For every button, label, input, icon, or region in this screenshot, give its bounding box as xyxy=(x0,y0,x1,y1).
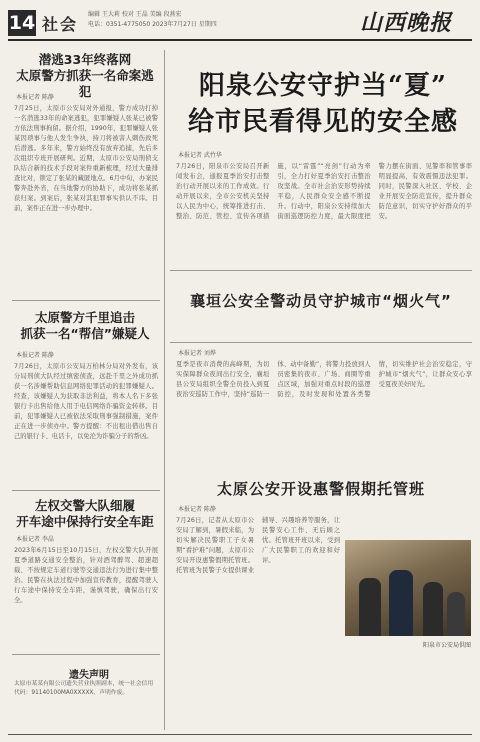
photo-figure xyxy=(359,578,381,636)
article-5-byline: 本报记者 刘烨 xyxy=(178,350,216,357)
article-5-title: 襄垣公安全警动员守护城市“烟火气” xyxy=(190,292,452,310)
section-divider xyxy=(170,342,472,343)
article-2-byline: 本报记者 陈静 xyxy=(16,352,54,359)
article-5-body: 夏季是夜市消费的高峰期，为切实保障群众夜间出行安全，襄垣县公安局组织全警全员投入到夏夜治安巡防工作中，坚持“巡防一体、动中备勤”，将警力投放到人员密集的夜市、广场、商圈等重点区域，加强对重点时段的巡逻防控，及时发现和处置各类警情，切实维护社会治安稳定，守护城市“烟火气”，让群众安心享受夏夜美好时光。 xyxy=(176,361,472,398)
header-rule xyxy=(8,39,472,41)
section-name: 社会 xyxy=(42,15,79,34)
article-3-body: 2023年6月15日至10月15日，左权交警大队开展夏季道路交通安全整治，针对酒驾醉驾、超速超载、不按规定车道行驶等交通违法行为进行集中整治。民警在执法过程中加强宣传教育，提醒驾驶人行车途中保持安全车距，谨慎驾驶，确保出行安全。 xyxy=(14,547,158,604)
article-1-title: 潜逃33年终落网 太原警方抓获一名命案逃犯 xyxy=(16,52,154,99)
photo-figure xyxy=(423,582,443,636)
section-divider xyxy=(12,490,160,491)
editor-line: 编辑 王大莉 校对 王晶 美编 段燕宏 xyxy=(88,11,182,18)
article-6-body: 7月26日，记者从太原市公安局了解到，暑假来临，为切实解决民警职工子女暑期“看护难”问题，太原市公安局开设惠警假期托管班。托管班为民警子女提供课业辅导、兴趣培养等服务，让民警安心工作、无后顾之忧。托管班开班以来，受到广大民警职工的欢迎和好评。 xyxy=(176,517,340,574)
photo-figure xyxy=(447,592,465,636)
section-divider xyxy=(12,654,160,655)
article-2-title: 太原警方千里追击 抓获一名“帮信”嫌疑人 xyxy=(20,310,150,341)
photo-caption: 阳泉市公安局供图 xyxy=(422,642,471,649)
contact-line: 电话：0351-4775050 2023年7月27日 星期四 xyxy=(88,21,217,28)
article-3-title: 左权交警大队细履 开车途中保持行安全车距 xyxy=(16,498,154,529)
article-1-byline: 本报记者 陈静 xyxy=(16,94,54,101)
notice-text: 太原市某某有限公司遗失营业执照副本，统一社会信用代码：91140100MA0XXXXX，声明作废。 xyxy=(14,681,154,696)
newspaper-brand: 山西晚报 xyxy=(360,10,453,36)
column-divider xyxy=(164,50,165,730)
page-header xyxy=(0,0,480,44)
photo-figure xyxy=(389,570,413,636)
main-headline: 阳泉公安守护当“夏” 给市民看得见的安全感 xyxy=(187,71,458,137)
section-divider xyxy=(12,300,160,301)
news-photo xyxy=(345,540,471,636)
article-4-byline: 本报记者 武竹华 xyxy=(178,152,222,159)
article-2-body: 7月26日，太原市公安局万柏林分局对外发布，该分局刑侦大队经过缜密侦查，远赴千里之外成功抓获一名涉嫌帮助信息网络犯罪活动的犯罪嫌疑人。经查，该嫌疑人为获取非法利益，将本人名下多张银行卡出售给他人用于电信网络诈骗资金转移。目前，犯罪嫌疑人已被依法采取刑事强制措施，案件正在进一步侦办中。警方提醒：不出租出借出售自己的银行卡、电话卡，以免沦为诈骗分子的帮凶。 xyxy=(14,363,158,440)
footer-rule xyxy=(8,734,472,735)
article-4-body: 7月26日，阳泉市公安局召开新闻发布会，通报夏季治安打击整治行动开展以来的工作成效。行动开展以来，全市公安机关坚持以人民为中心，统筹推进打击、整治、防范、管控、宣传各项措施，以“雷霆”“亮剑”行动为牵引，全力打好夏季治安打击整治攻坚战。全市社会治安形势持续平稳，人民群众安全感不断提升。行动中，阳泉公安持续加大街面巡逻防控力度，最大限度把警力摆在街面、见警率和管事率明显提高，有效震慑违法犯罪。同时，民警深入社区、学校、企业开展安全防范宣传，提升群众防范意识，切实守护好群众的平安。 xyxy=(176,163,472,220)
article-1-body: 7月25日，太原市公安局对外通报，警方成功打掉一名潜逃33年的命案逃犯，犯罪嫌疑人张某已被警方依法刑事拘留。据介绍，1990年，犯罪嫌疑人张某因琐事与他人发生争执，持刀将被害人刺伤致死后潜逃。多年来，警方始终没有放弃追捕，先后多次组织专班开展研判。近期，太原市公安局刑侦支队结合新的技术手段对案件重新梳理，经过大量排查比对，锁定了张某的藏匿地点。6月中旬，办案民警奔赴外省，在当地警方的协助下，成功将张某抓获归案。到案后，张某对其犯罪事实供认不讳。目前，案件正在进一步办理中。 xyxy=(14,105,158,212)
notice-title: 遗失声明 xyxy=(69,670,109,681)
section-divider xyxy=(170,270,472,271)
page-number: 14 xyxy=(8,12,36,34)
article-6-title: 太原公安开设惠警假期托管班 xyxy=(216,480,425,498)
article-3-byline: 本报记者 李晶 xyxy=(16,536,54,543)
article-6-byline: 本报记者 陈静 xyxy=(178,506,216,513)
